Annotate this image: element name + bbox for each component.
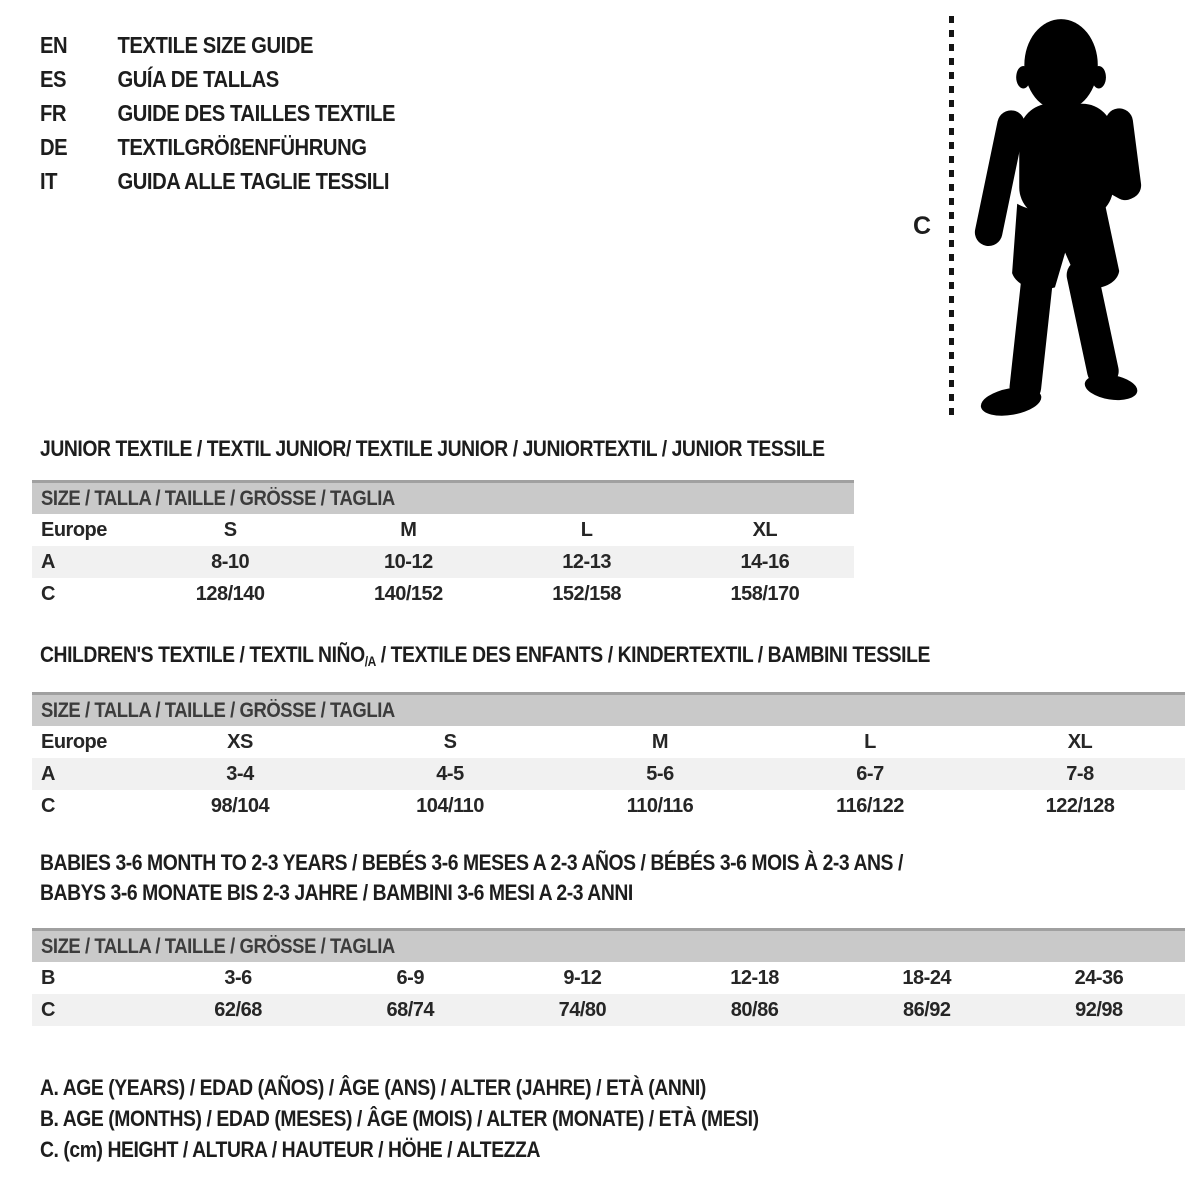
age-cell: 6-9 <box>396 966 424 989</box>
language-row-fr <box>40 96 395 130</box>
legend-line-c: C. (cm) HEIGHT / ALTURA / HAUTEUR / HÖHE / ALTEZZA <box>40 1137 540 1162</box>
table-row-age-months <box>32 962 1185 994</box>
size-cell: S <box>443 730 457 753</box>
age-cell: 12-13 <box>562 550 611 573</box>
babies-section-title <box>40 848 1021 908</box>
figure-block <box>905 14 1161 428</box>
size-cell: L <box>864 730 876 753</box>
size-header-label: SIZE / TALLA / TAILLE / GRÖSSE / TAGLIA <box>41 934 395 958</box>
language-row-es <box>40 62 395 96</box>
height-cell: 152/158 <box>552 582 622 605</box>
size-cell: XL <box>752 518 778 541</box>
language-code: FR <box>40 99 67 126</box>
height-cell: 68/74 <box>386 998 435 1021</box>
height-cell: 92/98 <box>1075 998 1123 1021</box>
language-row-de <box>40 130 395 164</box>
row-label: C <box>41 794 55 817</box>
age-cell: 3-4 <box>226 762 254 785</box>
table-row-europe <box>32 726 1185 758</box>
height-cell: 110/116 <box>626 794 694 817</box>
size-header-label: SIZE / TALLA / TAILLE / GRÖSSE / TAGLIA <box>41 486 395 510</box>
children-title-suffix: / TEXTILE DES ENFANTS / KINDERTEXTIL / BAMBINI TESSILE <box>375 642 930 667</box>
table-row-europe <box>32 514 854 546</box>
size-cell: L <box>580 518 593 541</box>
children-size-table <box>32 692 1185 822</box>
language-code: ES <box>40 65 67 92</box>
age-cell: 10-12 <box>384 550 433 573</box>
row-label: A <box>41 762 55 785</box>
height-cell: 80/86 <box>730 998 779 1021</box>
age-cell: 24-36 <box>1074 966 1124 989</box>
height-cell: 128/140 <box>195 582 265 605</box>
height-measure-label: C <box>913 212 932 240</box>
height-cell: 116/122 <box>836 794 904 817</box>
size-cell: XS <box>227 730 253 753</box>
language-title: GUÍA DE TALLAS <box>117 65 279 92</box>
language-title: TEXTILE SIZE GUIDE <box>117 31 314 58</box>
children-title-prefix: CHILDREN'S TEXTILE / TEXTIL NIÑO <box>40 642 365 667</box>
age-cell: 9-12 <box>563 966 602 989</box>
size-header-bar <box>32 928 1185 962</box>
size-header-bar <box>32 480 854 514</box>
language-row-it <box>40 164 395 198</box>
row-label: Europe <box>41 518 107 541</box>
size-cell: M <box>651 730 669 753</box>
row-label: C <box>41 998 55 1021</box>
table-row-height <box>32 578 854 610</box>
children-section-title-text <box>40 640 930 677</box>
language-code: IT <box>40 167 58 194</box>
age-cell: 14-16 <box>740 550 790 573</box>
row-label: A <box>41 550 55 573</box>
row-label: C <box>41 582 55 605</box>
language-title: GUIDE DES TAILLES TEXTILE <box>117 99 396 126</box>
height-cell: 86/92 <box>902 998 951 1021</box>
age-cell: 4-5 <box>436 762 464 785</box>
size-header-bar <box>32 692 1185 726</box>
height-cell: 140/152 <box>373 582 443 605</box>
legend-line-a: A. AGE (YEARS) / EDAD (AÑOS) / ÂGE (ANS) / ALTER (JAHRE) / ETÀ (ANNI) <box>40 1075 706 1100</box>
language-title: TEXTILGRÖßENFÜHRUNG <box>117 133 367 160</box>
babies-title-line2: BABYS 3-6 MONATE BIS 2-3 JAHRE / BAMBINI 3-6 MESI A 2-3 ANNI <box>40 880 633 905</box>
height-cell: 104/110 <box>416 794 484 817</box>
table-row-height <box>32 994 1185 1026</box>
junior-section-title <box>40 434 932 464</box>
size-header-label: SIZE / TALLA / TAILLE / GRÖSSE / TAGLIA <box>41 698 395 722</box>
table-row-height <box>32 790 1185 822</box>
children-title-subscript: /A <box>364 653 376 669</box>
language-row-en <box>40 28 395 62</box>
junior-section-title-text: JUNIOR TEXTILE / TEXTIL JUNIOR/ TEXTILE JUNIOR / JUNIORTEXTIL / JUNIOR TESSILE <box>40 436 825 461</box>
size-cell: M <box>400 518 417 541</box>
row-label: Europe <box>41 730 107 753</box>
age-cell: 8-10 <box>211 550 250 573</box>
height-cell: 122/128 <box>1045 794 1115 817</box>
height-dashed-line <box>949 16 954 418</box>
table-row-age <box>32 546 854 578</box>
age-cell: 3-6 <box>224 966 252 989</box>
row-label: B <box>41 966 55 989</box>
children-section-title <box>40 640 1051 677</box>
language-code: EN <box>40 31 68 58</box>
language-code: DE <box>40 133 68 160</box>
language-title: GUIDA ALLE TAGLIE TESSILI <box>117 167 390 194</box>
height-cell: 158/170 <box>730 582 800 605</box>
age-cell: 18-24 <box>902 966 952 989</box>
age-cell: 7-8 <box>1066 762 1094 785</box>
toddler-silhouette-icon <box>965 14 1151 422</box>
legend-line-b: B. AGE (MONTHS) / EDAD (MESES) / ÂGE (MOIS) / ALTER (MONATE) / ETÀ (MESI) <box>40 1106 759 1131</box>
height-cell: 62/68 <box>214 998 262 1021</box>
size-cell: S <box>223 518 237 541</box>
age-cell: 6-7 <box>856 762 884 785</box>
age-cell: 12-18 <box>730 966 779 989</box>
age-cell: 5-6 <box>646 762 674 785</box>
size-cell: XL <box>1067 730 1093 753</box>
legend-block <box>40 1072 857 1165</box>
junior-size-table <box>32 480 854 610</box>
language-title-list <box>40 28 444 198</box>
babies-title-line1: BABIES 3-6 MONTH TO 2-3 YEARS / BEBÉS 3-6 MESES A 2-3 AÑOS / BÉBÉS 3-6 MOIS À 2-3 ANS / <box>40 850 903 875</box>
table-row-age <box>32 758 1185 790</box>
babies-size-table <box>32 928 1185 1026</box>
height-cell: 74/80 <box>558 998 607 1021</box>
height-cell: 98/104 <box>210 794 270 817</box>
